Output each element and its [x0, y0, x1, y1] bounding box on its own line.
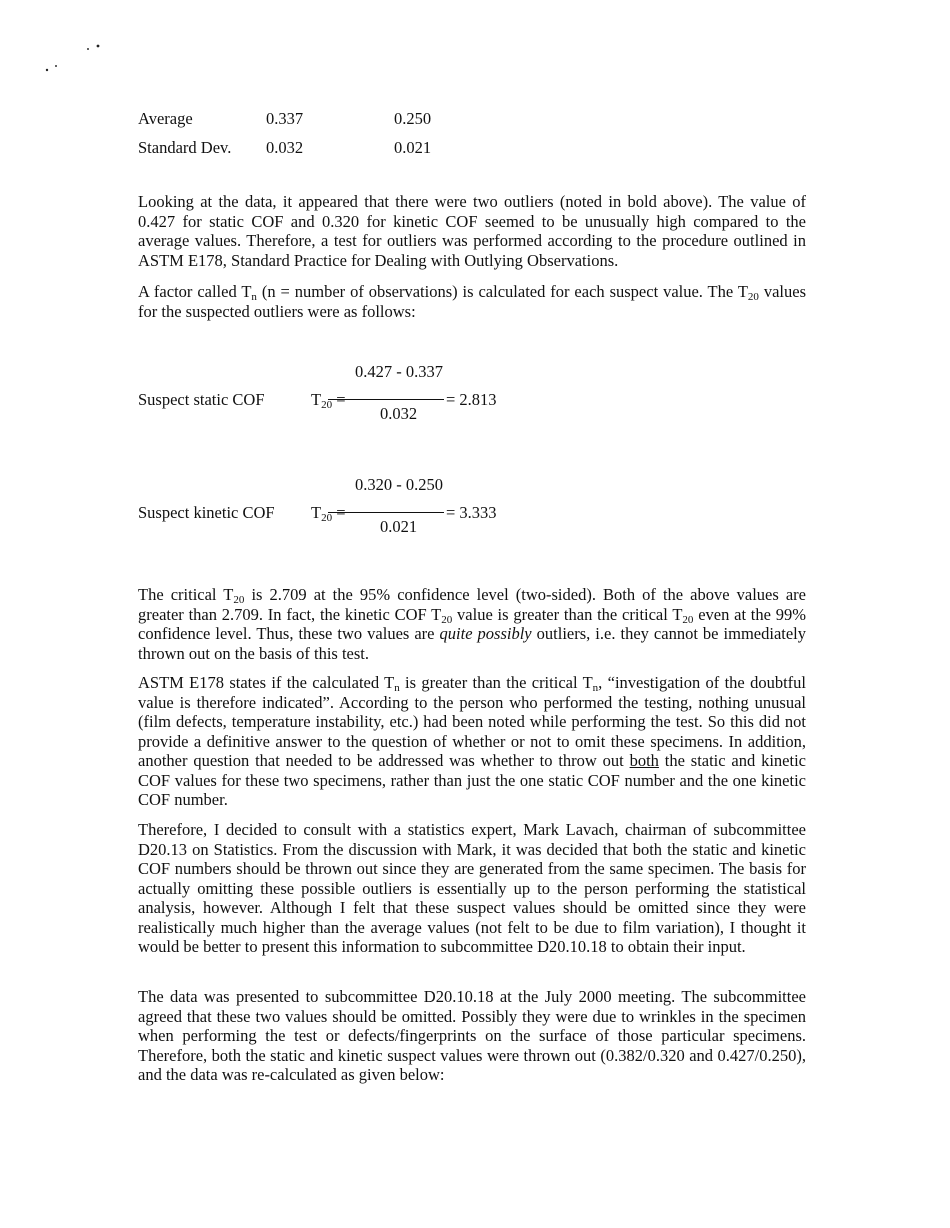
static-value: 0.337	[266, 108, 304, 128]
equation-denominator: 0.032	[380, 404, 418, 423]
paragraph-outliers-intro: Looking at the data, it appeared that there were two outliers (noted in bold above). The value of 0.427 for static COF and 0.320 for kinetic COF seemed to be unusually high compared to the average values. Therefore, a test for outliers was performed according to the procedure outlined in ASTM E178, Standard Practice for Dealing with Outlying Observations.	[138, 192, 806, 270]
kinetic-value: 0.021	[394, 137, 432, 157]
summary-row-average	[138, 104, 474, 133]
summary-row-std-dev	[138, 133, 474, 162]
paragraph-critical-t20: The critical $T_{20}$ is 2.709 at the 95% confidence level (two-sided). Both of the above values are greater than 2.709. In fact, the kinetic COF $T_{20}$ value is greater than the critical $T_{20}$ even at the 99% confidence level. Thus, these two values are quite possibly outliers, i.e. they cannot be immediately thrown out on the basis of this test.	[138, 585, 807, 663]
paragraph-tn-factor: A factor called $T_n$ (n = number of observations) is calculated for each suspect value. The $T_{20}$ values for the suspected outliers were as follows:	[138, 282, 806, 321]
paragraph-astm-e178: ASTM E178 states if the calculated $T_n$ is greater than the critical $T_n$, “investigation of the doubtful value is therefore indicated”. According to the person who performed the testing, nothing unusual (film defects, temperature instability, etc.) had been noted while performing the test. So this did not provide a definitive answer to the question of whether or not to omit these specimens. In addition, another question that needed to be addressed was whether to throw out both the static and kinetic COF values for these two specimens, rather than just the one static COF number and the one kinetic COF number.	[138, 673, 807, 809]
equation-numerator: 0.320 - 0.250	[355, 475, 443, 494]
kinetic-value: 0.250	[394, 108, 432, 128]
static-value: 0.032	[266, 137, 304, 157]
equation-lhs: $T_{20}$ =	[311, 390, 346, 411]
summary-table	[138, 104, 474, 162]
scan-specks	[36, 38, 116, 78]
fraction-bar	[328, 399, 444, 400]
equation-lhs: $T_{20}$ =	[311, 503, 346, 524]
fraction-bar	[328, 512, 444, 513]
row-label: Average	[138, 108, 193, 128]
equation-label: Suspect kinetic COF	[138, 503, 275, 522]
equation-denominator: 0.021	[380, 517, 418, 536]
equation-label: Suspect static COF	[138, 390, 265, 409]
row-label: Standard Dev.	[138, 137, 232, 157]
equation-numerator: 0.427 - 0.337	[355, 362, 443, 381]
equation-result: = 2.813	[446, 390, 497, 409]
paragraph-recalculation: The data was presented to subcommittee D20.10.18 at the July 2000 meeting. The subcommittee agreed that these two values should be omitted. Possibly they were due to wrinkles in the specimen when performing the test or defects/fingerprints on the surface of those particular specimens. Therefore, both the static and kinetic suspect values were thrown out (0.382/0.320 and 0.427/0.250), and the data was re-calculated as given below:	[138, 987, 806, 1084]
equation-result: = 3.333	[446, 503, 497, 522]
paragraph-statistics-expert: Therefore, I decided to consult with a statistics expert, Mark Lavach, chairman of subcommittee D20.13 on Statistics. From the discussion with Mark, it was decided that both the static and kinetic COF numbers should be thrown out since they are generated from the same specimen. The basis for actually omitting these possible outliers is essentially up to the person performing the statistical analysis, however. Although I felt that these suspect values should be omitted since they were realistically much higher than the average values (not felt to be due to film variation), I thought it would be better to present this information to subcommittee D20.10.18 to obtain their input.	[138, 820, 806, 956]
